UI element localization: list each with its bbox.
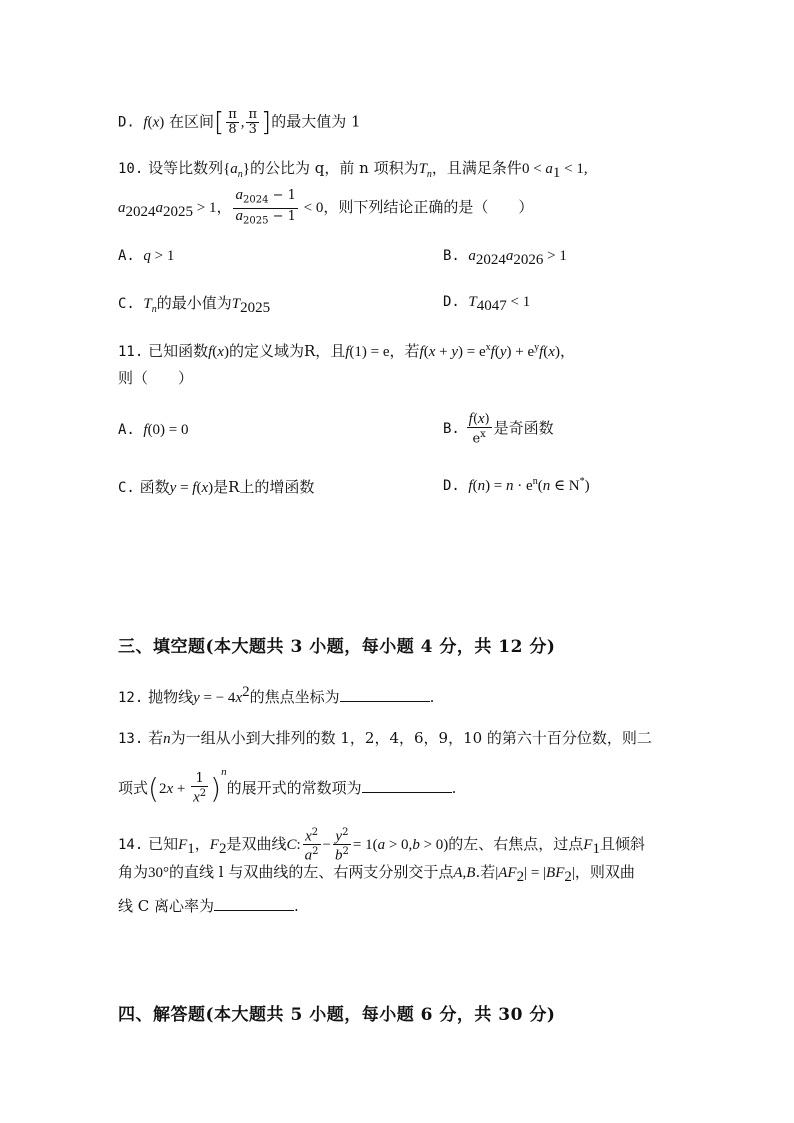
q13-line1: 13. 若n为一组从小到大排列的数 1，2，4，6，9，10 的第六十百分位数，则二	[118, 729, 652, 747]
fraction-pi-8: $\frac{\pi}{8}$	[228, 107, 237, 137]
q14-line2: 角为30°的直线 l 与双曲线的左、右两支分别交于点A,B.若$|AF_2| = |BF_2|$，则双曲	[118, 863, 635, 885]
question-number: 11.	[118, 344, 144, 360]
q10-stem-line1: 10. 设等比数列$\{a_n\}$的公比为 q，前 n 项积为$T_n$，且满足条件$0 < a_1 < 1$,	[118, 159, 588, 181]
q11-option-d: D. $f(n) = n \cdot e^n(n$ ∈ N*)	[443, 476, 590, 494]
option-label: D.	[118, 114, 135, 131]
text: 的最大值为 1	[271, 112, 361, 131]
q10-stem-line2: $a_{2024}a_{2025} > 1$， $\frac{a_{2024} - 1}{a_{2025} - 1}$ < 0，则下列结论正确的是（ ）	[118, 187, 534, 227]
fraction-1-over-x2: $\frac{1}{x^2}$	[193, 771, 207, 806]
q14-line1: 14. 已知$F_1$，$F_2$是双曲线C: $\frac{x^2}{a^2}$ − $\frac{y^2}{b^2}$ = 1(a > 0,b > 0)的左、右焦点，过点$F_1$且倾斜	[118, 827, 645, 864]
question-number: 10.	[118, 161, 144, 177]
q10-option-d: D. $T_{4047} < 1$	[443, 294, 531, 314]
answer-blank[interactable]	[362, 778, 452, 793]
q13-line2: 项式(2x + $\frac{1}{x^2}$ )$^n$的展开式的常数项为 .	[118, 766, 457, 806]
question-number: 14.	[118, 836, 144, 853]
text: 在区间	[169, 112, 215, 131]
math-fx: f	[139, 114, 148, 131]
q10-option-a: A. q > 1	[118, 248, 175, 264]
answer-blank[interactable]	[340, 687, 430, 702]
q10-option-c: C. $T_n$的最小值为$T_{2025}$	[118, 294, 271, 316]
q11-stem-line2: 则（ ）	[118, 369, 194, 387]
q12: 12. 抛物线y = − $4x^2$的焦点坐标为 .	[118, 684, 435, 706]
section-4-title: 四、解答题(本大题共 5 小题，每小题 6 分，共 30 分)	[118, 1005, 556, 1025]
answer-blank[interactable]	[214, 896, 294, 911]
question-number: 12.	[118, 690, 144, 706]
fraction-fx-over-ex: $\frac{f(x)}{e^x}$	[468, 411, 490, 447]
section-3-title: 三、填空题(本大题共 3 小题，每小题 4 分，共 12 分)	[118, 637, 556, 657]
fraction-condition: $\frac{a_{2024} - 1}{a_{2025} - 1}$	[235, 187, 296, 227]
q14-line3: 线 C 离心率为 .	[118, 897, 299, 915]
q11-option-b: B. $\frac{f(x)}{e^x}$ 是奇函数	[443, 411, 554, 447]
q9-option-d: D. f(x) 在区间[ $\frac{\pi}{8}$ , $\frac{\pi}{3}$ ]的最大值为 1	[118, 107, 361, 138]
question-number: 13.	[118, 731, 144, 747]
fraction-pi-3: $\frac{\pi}{3}$	[248, 107, 258, 137]
q11-option-a: A. f(0) = 0	[118, 422, 189, 438]
q10-option-b: B. $a_{2024}a_{2026} > 1$	[443, 248, 567, 268]
q11-option-c: C. 函数y = f(x)是R上的增函数	[118, 478, 315, 496]
q11-stem-line1: 11. 已知函数f(x)的定义域为R，且f(1) = e，若$f(x + y) = e^xf(y) + e^yf(x)$，	[118, 342, 575, 360]
